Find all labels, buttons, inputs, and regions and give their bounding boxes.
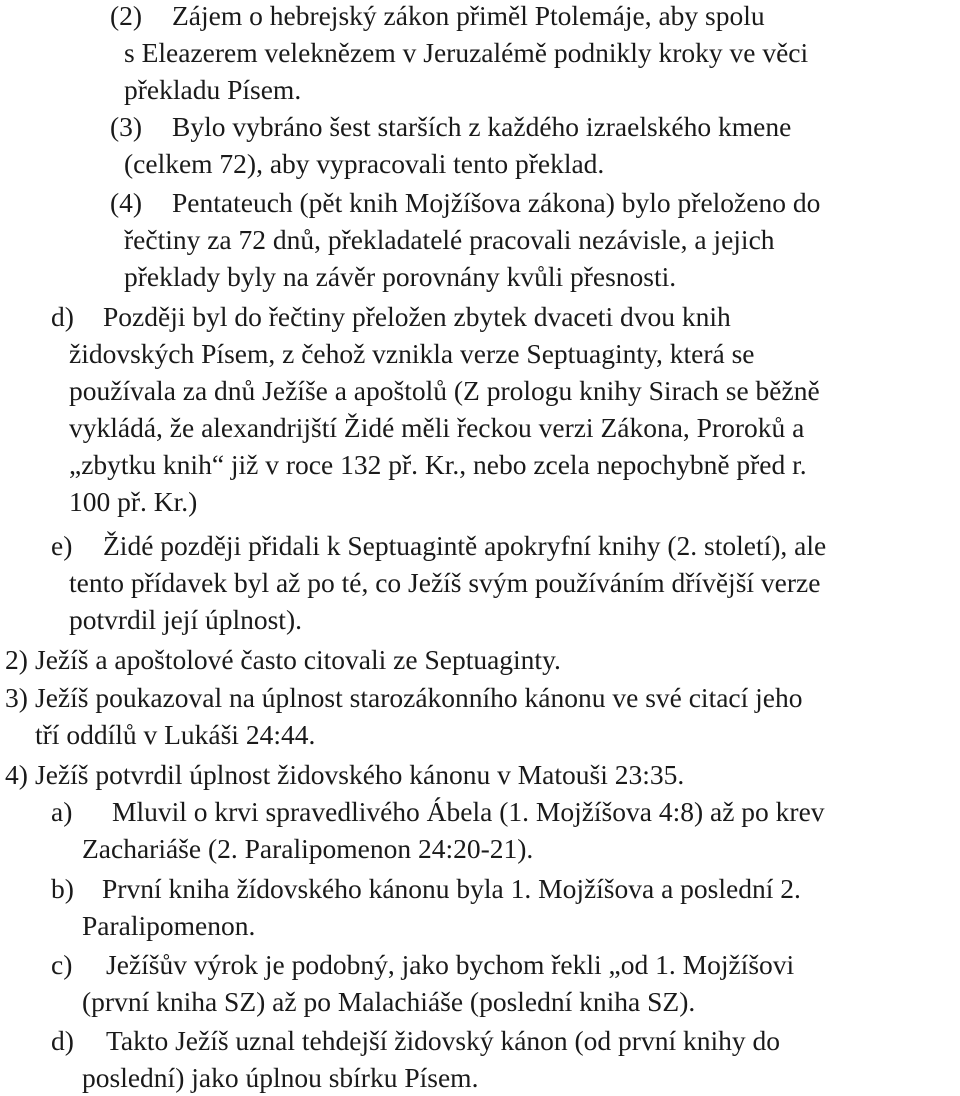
text-line: židovských Písem, z čehož vznikla verze Septuaginty, která se [69, 338, 755, 369]
list-item [110, 0, 809, 108]
list-marker: c) [51, 949, 73, 980]
list-marker: 3) [5, 682, 28, 713]
text-line: Ježíšův výrok je podobný, jako bychom řekli „od 1. Mojžíšovi [106, 949, 795, 980]
list-item [51, 1022, 780, 1096]
text-line: (první kniha SZ) až po Malachiáše (poslední kniha SZ). [82, 986, 696, 1017]
text-line: Bylo vybráno šest starších z každého izraelského kmene [172, 111, 792, 142]
list-item [51, 298, 820, 520]
text-line: s Eleazerem veleknězem v Jeruzalémě podnikly kroky ve věci [124, 37, 809, 68]
text-line: tří oddílů v Lukáši 24:44. [35, 719, 316, 750]
text-line: používala za dnů Ježíše a apoštolů (Z prologu knihy Sirach se běžně [69, 375, 820, 406]
text-line: 100 př. Kr.) [69, 486, 198, 517]
text-line: Mluvil o krvi spravedlivého Ábela (1. Mojžíšova 4:8) až po krev [112, 796, 825, 827]
text-line: Židé později přidali k Septuagintě apokryfní knihy (2. století), ale [103, 530, 827, 561]
list-marker: d) [51, 301, 74, 332]
text-line: Ježíš a apoštolové často citovali ze Septuaginty. [35, 644, 561, 675]
text-line: Zachariáše (2. Paralipomenon 24:20-21). [82, 833, 534, 864]
list-marker: (3) [110, 111, 143, 142]
text-line: „zbytku knih“ již v roce 132 př. Kr., nebo zcela nepochybně před r. [69, 449, 807, 480]
list-item [5, 641, 561, 678]
text-line: Později byl do řečtiny přeložen zbytek dvaceti dvou knih [103, 301, 731, 332]
list-item [5, 756, 685, 793]
list-item [51, 793, 825, 867]
text-line: Takto Ježíš uznal tehdejší židovský kánon (od první knihy do [106, 1025, 780, 1056]
list-item [110, 184, 821, 295]
list-marker: (4) [110, 187, 143, 218]
text-line: tento přídavek byl až po té, co Ježíš svým používáním dřívější verze [69, 567, 821, 598]
text-line: První kniha žídovského kánonu byla 1. Mojžíšova a poslední 2. [102, 873, 801, 904]
list-marker: 2) [5, 644, 28, 675]
text-line: Pentateuch (pět knih Mojžíšova zákona) bylo přeloženo do [172, 187, 821, 218]
list-marker: e) [51, 530, 73, 561]
list-item [51, 527, 827, 638]
text-line: překladu Písem. [124, 74, 302, 105]
text-line: Zájem o hebrejský zákon přiměl Ptolemáje, aby spolu [172, 0, 765, 31]
list-marker: (2) [110, 0, 143, 31]
list-item [110, 108, 792, 182]
list-marker: a) [51, 796, 73, 827]
text-line: Paralipomenon. [82, 910, 256, 941]
text-line: poslední) jako úplnou sbírku Písem. [82, 1062, 479, 1093]
text-line: řečtiny za 72 dnů, překladatelé pracovali nezávisle, a jejich [124, 224, 775, 255]
text-line: vykládá, že alexandrijští Židé měli řeckou verzi Zákona, Proroků a [69, 412, 805, 443]
text-line: Ježíš poukazoval na úplnost starozákonního kánonu ve své citací jeho [35, 682, 803, 713]
text-line: potvrdil její úplnost). [69, 604, 302, 635]
text-line: Ježíš potvrdil úplnost židovského kánonu v Matouši 23:35. [35, 759, 685, 790]
list-item [5, 679, 803, 753]
list-marker: b) [51, 873, 74, 904]
list-item [51, 946, 795, 1020]
text-line: překlady byly na závěr porovnány kvůli přesnosti. [124, 261, 677, 292]
list-marker: d) [51, 1025, 74, 1056]
list-marker: 4) [5, 759, 28, 790]
text-line: (celkem 72), aby vypracovali tento překlad. [124, 148, 605, 179]
list-item [51, 870, 801, 944]
